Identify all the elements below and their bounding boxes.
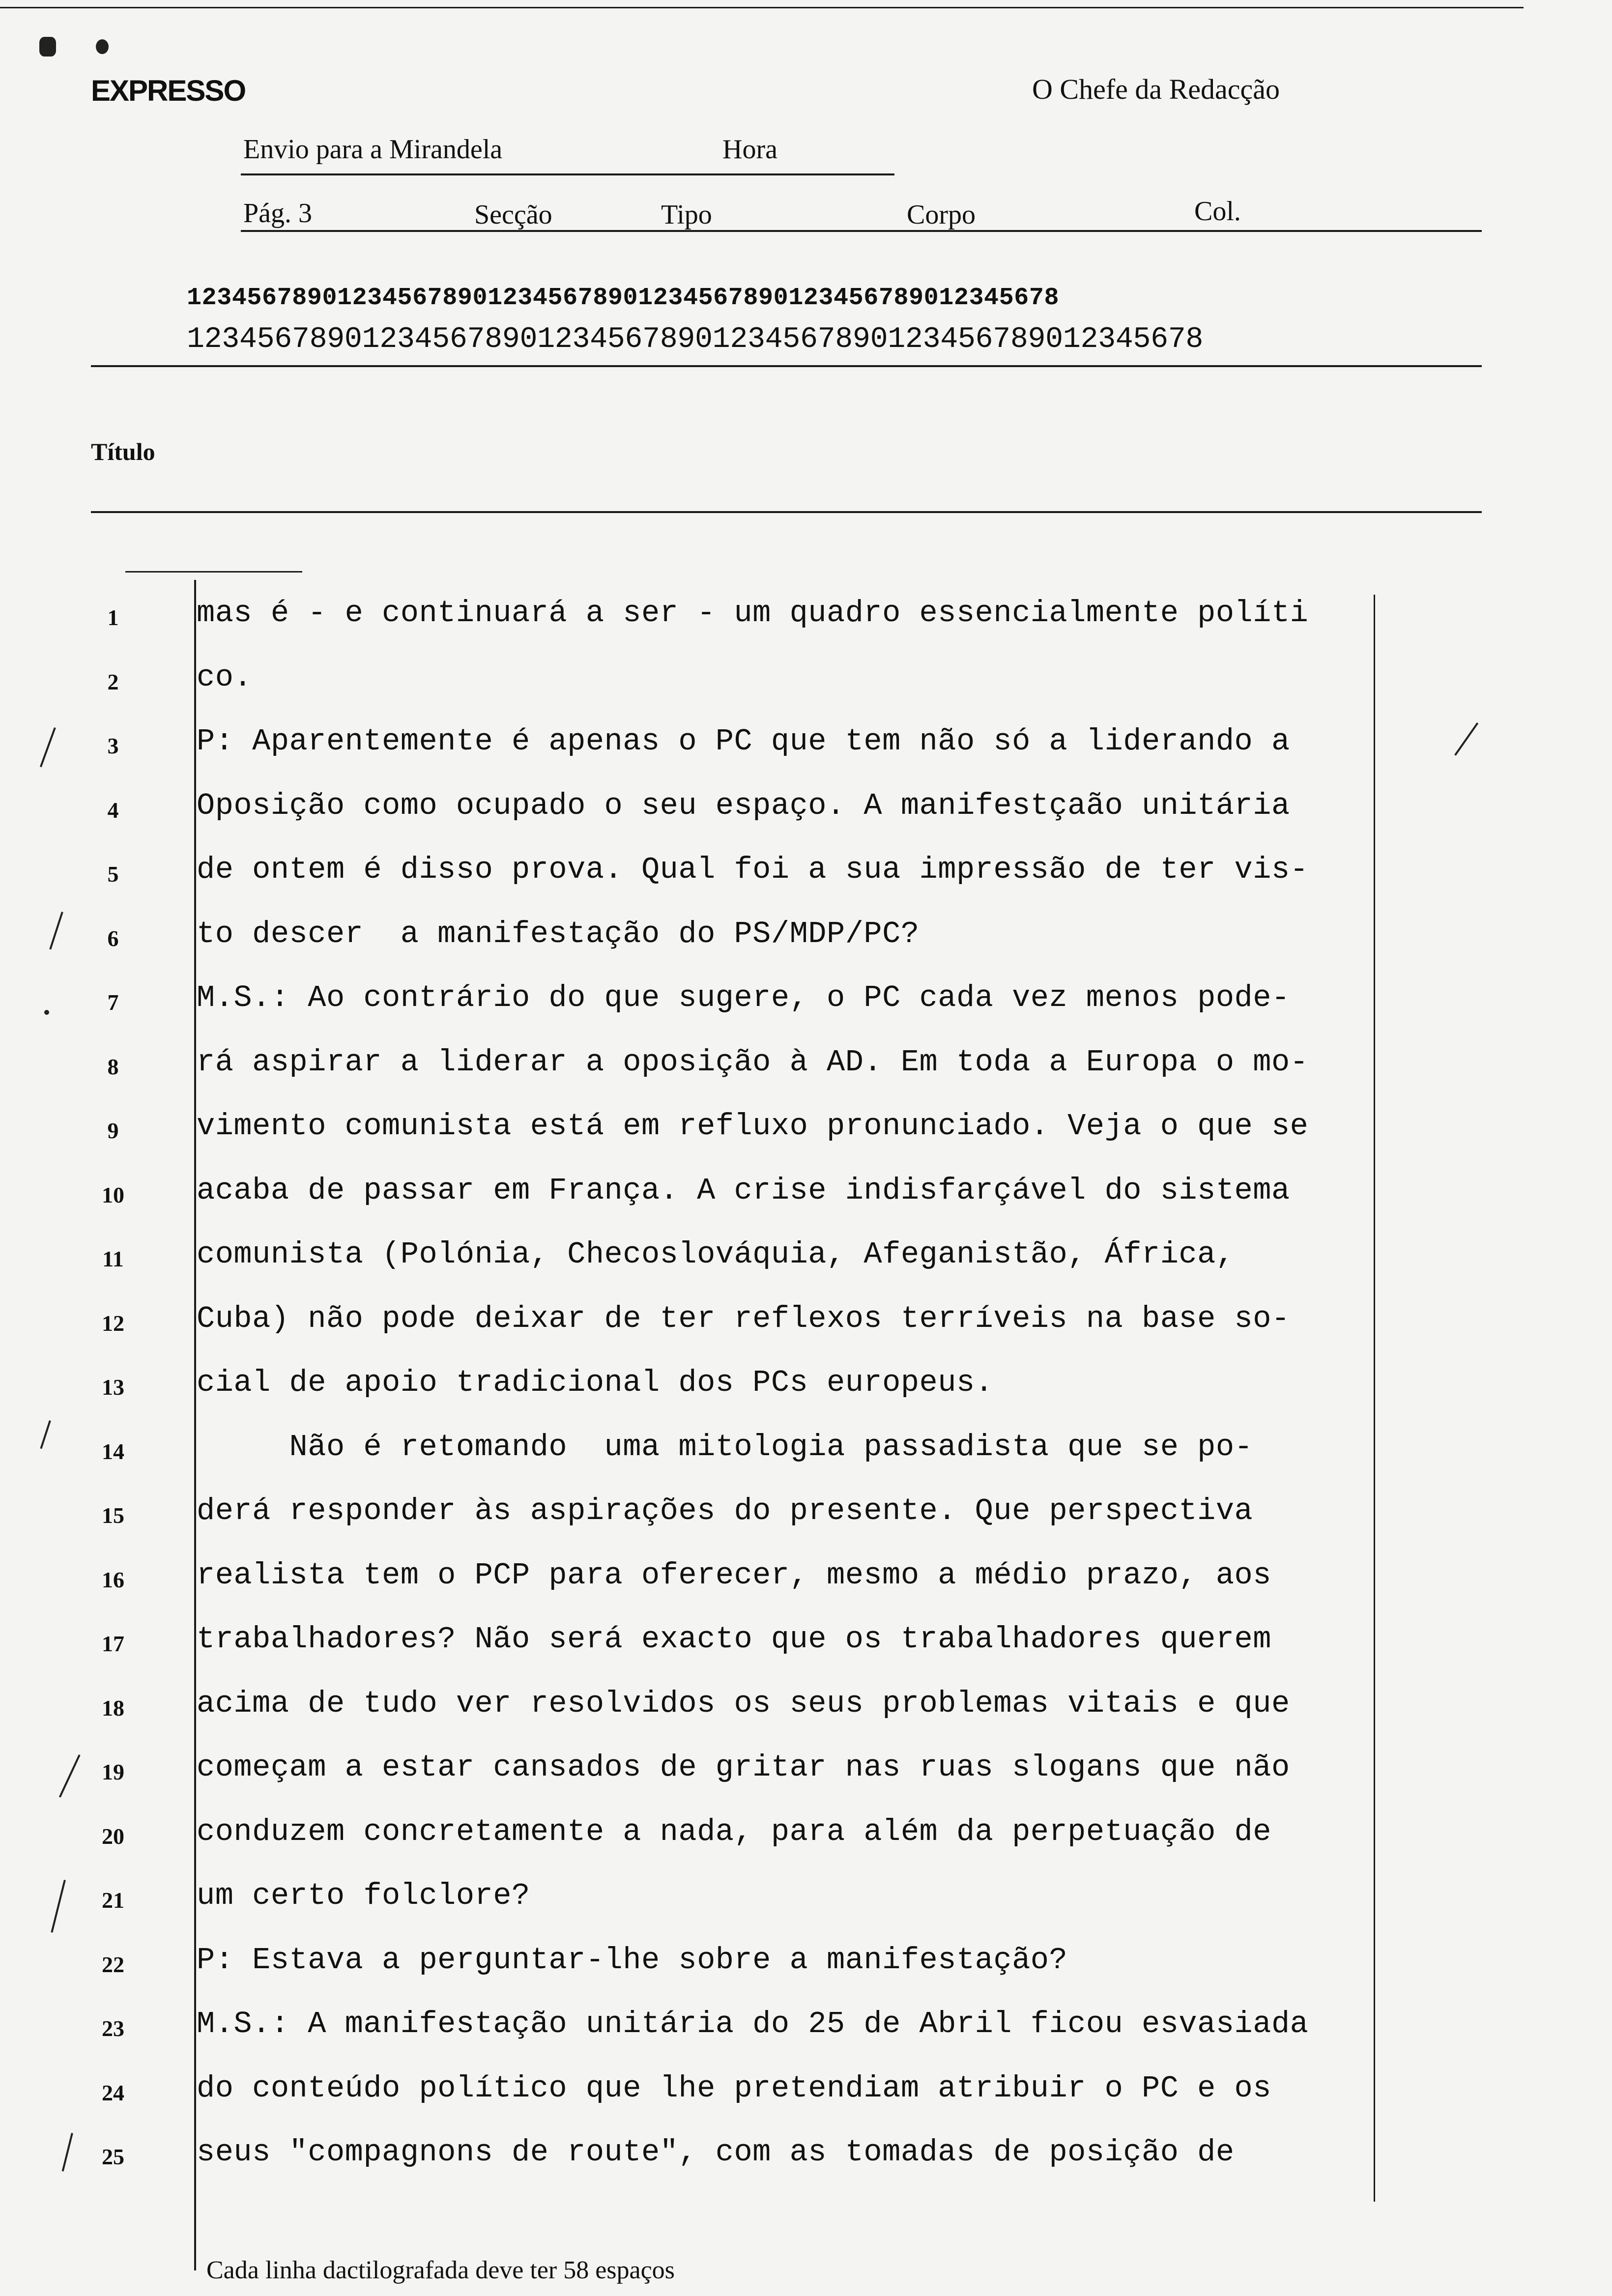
- table-row: [74, 777, 1440, 842]
- row-number: 11: [102, 1246, 124, 1271]
- footer-note: Cada linha dactilografada deve ter 58 espaços: [206, 2256, 675, 2284]
- pag-field: Pág. 3: [243, 198, 312, 229]
- row-text: Não é retomando uma mitologia passadista que se po-: [197, 1429, 1253, 1464]
- character-ruler-2: 1234567890123456789012345678901234567890123456789012345678: [187, 323, 1204, 356]
- row-number: 6: [107, 925, 119, 951]
- row-number: 4: [107, 797, 119, 823]
- typed-rows: [74, 585, 1440, 2188]
- ink-dot: [44, 1010, 49, 1015]
- row-text: conduzem concretamente a nada, para além da perpetuação de: [197, 1814, 1271, 1849]
- envio-underline: [241, 173, 894, 175]
- row-number: 21: [102, 1888, 124, 1913]
- row-number: 19: [102, 1759, 124, 1784]
- fields-underline: [241, 230, 1482, 232]
- masthead: EXPRESSO: [91, 74, 246, 107]
- row-text: co.: [197, 660, 253, 695]
- row-text: do conteúdo político que lhe pretendiam atribuir o PC e os: [197, 2070, 1271, 2106]
- proof-mark-slash: [40, 727, 56, 767]
- row-text: to descer a manifestação do PS/MDP/PC?: [197, 916, 920, 951]
- row-number: 14: [102, 1438, 124, 1464]
- row-number: 24: [102, 2080, 124, 2105]
- margin-top-tick: [125, 571, 302, 573]
- top-edge-line: [0, 7, 1524, 8]
- row-text: rá aspirar a liderar a oposição à AD. Em toda a Europa o mo-: [197, 1044, 1309, 1080]
- row-text: acaba de passar em França. A crise indisfarçável do sistema: [197, 1173, 1290, 1208]
- row-text: comunista (Polónia, Checoslováquia, Afeganistão, África,: [197, 1237, 1235, 1272]
- row-number: 25: [102, 2144, 124, 2169]
- row-text: acima de tudo ver resolvidos os seus problemas vitais e que: [197, 1686, 1290, 1721]
- row-text: M.S.: A manifestação unitária do 25 de Abril ficou esvasiada: [197, 2007, 1309, 2041]
- row-number: 13: [102, 1375, 124, 1400]
- row-number: 22: [102, 1952, 124, 1977]
- proof-mark-slash: [51, 1880, 65, 1933]
- proof-mark-slash: [1454, 722, 1478, 756]
- row-number: 15: [102, 1503, 124, 1528]
- row-text: Cuba) não pode deixar de ter reflexos terríveis na base so-: [197, 1301, 1290, 1336]
- table-row: [74, 970, 1440, 1034]
- seccao-field: Secção: [474, 200, 552, 230]
- row-text: seus "compagnons de route", com as tomadas de posição de: [197, 2135, 1235, 2170]
- row-number: 12: [102, 1310, 124, 1336]
- table-row: [74, 585, 1440, 649]
- row-text: cial de apoio tradicional dos PCs europeus.: [197, 1365, 994, 1400]
- row-number: 23: [102, 2016, 124, 2041]
- row-number: 20: [102, 1823, 124, 1849]
- character-ruler-1: 1234567890123456789012345678901234567890123456789012345678: [187, 284, 1060, 312]
- row-text: vimento comunista está em refluxo pronunciado. Veja o que se: [197, 1109, 1309, 1144]
- table-row: [74, 1162, 1440, 1227]
- row-number: 1: [107, 605, 119, 630]
- table-row: [74, 1804, 1440, 1868]
- row-text: um certo folclore?: [197, 1878, 530, 1913]
- table-row: [74, 1098, 1440, 1162]
- row-text: M.S.: Ao contrário do que sugere, o PC cada vez menos pode-: [197, 980, 1290, 1015]
- table-row: [74, 649, 1440, 714]
- table-row: [74, 1419, 1440, 1483]
- row-text: P: Estava a perguntar-lhe sobre a manifestação?: [197, 1942, 1068, 1978]
- table-row: [74, 2124, 1440, 2188]
- row-number: 17: [102, 1631, 124, 1656]
- table-row: [74, 906, 1440, 970]
- row-text: de ontem é disso prova. Qual foi a sua impressão de ter vis-: [197, 852, 1309, 887]
- tipo-field: Tipo: [661, 200, 712, 230]
- ink-dot: [39, 37, 56, 57]
- hora-field: Hora: [722, 134, 777, 165]
- row-text: mas é - e continuará a ser - um quadro essencialmente políti: [197, 596, 1309, 631]
- table-row: [74, 1034, 1440, 1098]
- row-text: trabalhadores? Não será exacto que os trabalhadores querem: [197, 1622, 1271, 1657]
- row-number: 3: [107, 733, 119, 758]
- row-number: 10: [102, 1182, 124, 1207]
- corpo-field: Corpo: [907, 200, 976, 230]
- row-number: 16: [102, 1567, 124, 1592]
- row-text: começam a estar cansados de gritar nas ruas slogans que não: [197, 1750, 1290, 1785]
- proof-mark-slash: [49, 912, 63, 949]
- chief-editor-label: O Chefe da Redacção: [1032, 73, 1280, 105]
- row-number: 7: [107, 990, 119, 1015]
- table-row: [74, 1996, 1440, 2060]
- table-row: [74, 1547, 1440, 1611]
- row-text: P: Aparentemente é apenas o PC que tem não só a liderando a: [197, 724, 1290, 759]
- envio-field: Envio para a Mirandela: [243, 134, 503, 165]
- row-number: 18: [102, 1695, 124, 1721]
- table-row: [74, 2060, 1440, 2124]
- proof-mark-slash: [40, 1420, 51, 1449]
- table-row: [74, 713, 1440, 777]
- table-row: [74, 1291, 1440, 1355]
- col-field: Col.: [1194, 196, 1241, 227]
- row-text: derá responder às aspirações do presente. Que perspectiva: [197, 1493, 1253, 1528]
- table-row: [74, 1483, 1440, 1547]
- row-number: 8: [107, 1054, 119, 1079]
- titulo-label: Título: [91, 438, 155, 465]
- proof-mark-slash: [62, 2133, 73, 2172]
- table-row: [74, 1932, 1440, 1996]
- table-row: [74, 1675, 1440, 1740]
- row-text: realista tem o PCP para oferecer, mesmo a médio prazo, aos: [197, 1557, 1271, 1593]
- table-row: [74, 841, 1440, 906]
- row-number: 5: [107, 861, 119, 887]
- table-row: [74, 1226, 1440, 1291]
- ruler-underline: [91, 365, 1482, 367]
- table-row: [74, 1354, 1440, 1419]
- row-text: Oposição como ocupado o seu espaço. A manifestçaão unitária: [197, 788, 1290, 823]
- table-row: [74, 1739, 1440, 1804]
- table-row: [74, 1611, 1440, 1675]
- row-number: 9: [107, 1118, 119, 1143]
- table-row: [74, 1867, 1440, 1932]
- titulo-underline: [91, 511, 1482, 513]
- row-number: 2: [107, 669, 119, 694]
- ink-dot: [96, 39, 109, 54]
